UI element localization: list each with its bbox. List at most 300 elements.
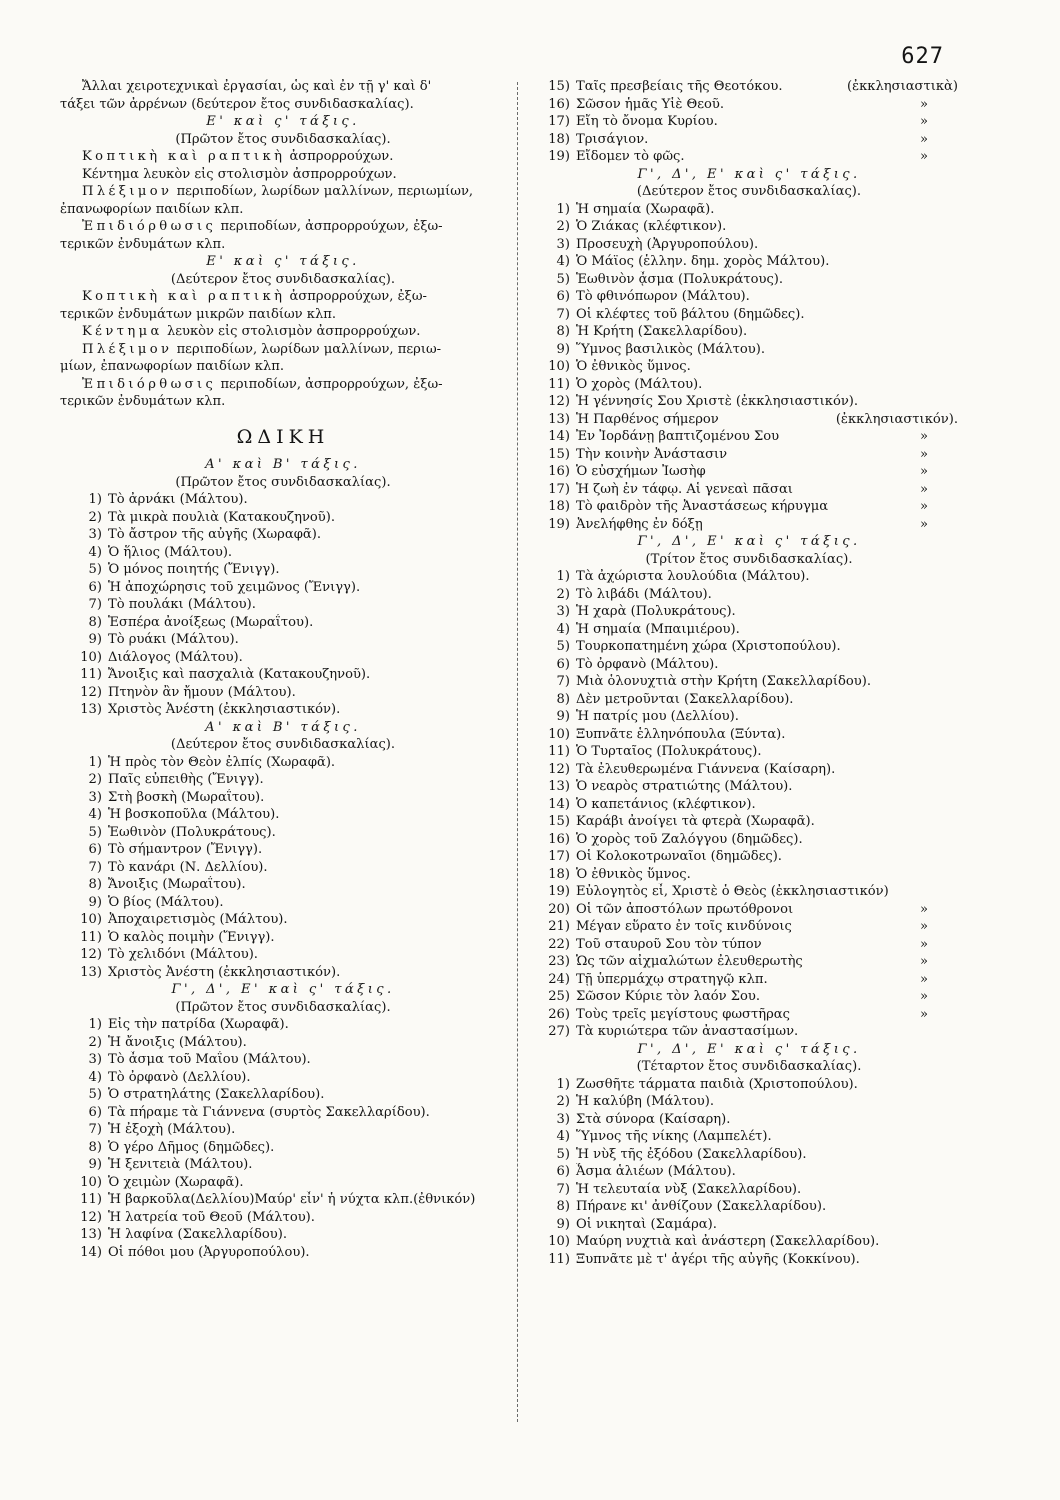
item-category: »: [919, 149, 928, 164]
item-number: 27): [548, 1024, 570, 1039]
item-title: Ξυπνᾶτε ἑλληνόπουλα (Ξύντα).: [576, 726, 786, 742]
list-item: [60, 1069, 506, 1087]
intro-line: τάξει τῶν ἀρρένων (δεύτερον ἔτος συνδιδασκαλίας).: [60, 96, 414, 112]
paragraph-text: περιποδίων, λωρίδων μαλλίνων, περιωμίων,: [176, 184, 474, 199]
list-item: [540, 813, 958, 831]
item-number: 13): [80, 964, 102, 980]
item-number: 10): [80, 649, 102, 665]
item-number: 14): [548, 429, 570, 444]
list-item: [540, 796, 958, 814]
list-item: [60, 894, 506, 912]
item-title: Τὰ πήραμε τὰ Γιάννενα (συρτὸς Σακελλαρίδου).: [108, 1104, 430, 1120]
keyword: Ἐπιδιόρθωσις: [82, 376, 217, 392]
item-number: 4): [88, 544, 102, 560]
item-number: 2): [88, 772, 102, 787]
item-title: Ὁ μόνος ποιητής (Ἔνιγγ).: [108, 562, 280, 577]
item-number: 6): [88, 579, 102, 595]
item-number: 7): [556, 306, 570, 322]
list-item: [60, 544, 506, 562]
item-number: 4): [556, 621, 570, 637]
item-number: 7): [556, 674, 570, 689]
item-title: Εὐλογητὸς εἶ, Χριστὲ ὁ Θεὸς (ἐκκλησιαστικόν): [576, 884, 889, 899]
item-number: 12): [80, 1209, 102, 1225]
list-item: [540, 393, 958, 411]
item-number: 9): [88, 894, 102, 910]
item-title: Ὡς τῶν αἰχμαλώτων ἐλευθερωτὴς: [576, 954, 803, 969]
class-heading: Γ', Δ', Ε' καὶ ς' τάξις.: [637, 166, 861, 182]
item-title: Ἡ χαρὰ (Πολυκράτους).: [576, 604, 736, 619]
list-item: [540, 376, 958, 394]
item-category: »: [919, 954, 928, 969]
item-number: 11): [80, 929, 102, 945]
list-item: [60, 789, 506, 807]
item-number: 6): [556, 656, 570, 672]
item-number: 26): [548, 1006, 570, 1022]
item-number: 6): [556, 289, 570, 304]
class-heading: Γ', Δ', Ε' καὶ ς' τάξις.: [637, 1041, 861, 1057]
list-item: [540, 463, 958, 481]
item-number: 1): [556, 1076, 570, 1092]
item-title: Τὸ κανάρι (Ν. Δελλίου).: [108, 859, 268, 875]
song-list: [60, 754, 506, 982]
item-number: 4): [88, 807, 102, 822]
item-title: Ἡ πρὸς τὸν Θεὸν ἐλπίς (Χωραφᾶ).: [108, 754, 336, 770]
item-number: 5): [556, 639, 570, 654]
item-title: Τρισάγιον.: [576, 131, 649, 147]
item-number: 10): [548, 359, 570, 374]
list-item: [540, 358, 958, 376]
item-title: Τὸ πουλάκι (Μάλτου).: [108, 597, 256, 612]
item-title: Ἡ ζωὴ ἐν τάφῳ. Αἱ γενεαὶ πᾶσαι: [576, 481, 793, 497]
list-item: [60, 596, 506, 614]
item-title: Ὕμνος τῆς νίκης (Λαμπελέτ).: [576, 1129, 772, 1144]
item-number: 7): [88, 859, 102, 875]
item-number: 5): [88, 1087, 102, 1102]
list-item: [60, 701, 506, 719]
item-title: Σῶσον ἡμᾶς Υἱὲ Θεοῦ.: [576, 96, 725, 112]
paragraph: [60, 148, 506, 166]
list-item: [540, 953, 958, 971]
list-item: [60, 1244, 506, 1262]
list-item: [540, 201, 958, 219]
list-item: [540, 866, 958, 884]
item-number: 8): [88, 877, 102, 892]
item-title: Ζωσθῆτε τάρματα παιδιὰ (Χριστοπούλου).: [576, 1076, 858, 1092]
item-category: »: [919, 516, 928, 532]
paragraph: Κέντημα λευκὸν εἰς στολισμὸν ἀσπρορρούχων.: [82, 166, 397, 182]
item-title: Τουρκοπατημένη χώρα (Χριστοπούλου).: [576, 639, 841, 654]
list-item: [60, 1051, 506, 1069]
item-title: Ἡ τελευταία νὺξ (Σακελλαρίδου).: [576, 1181, 802, 1197]
list-item: [540, 621, 958, 639]
item-title: Ἆσμα ἁλιέων (Μάλτου).: [576, 1164, 736, 1179]
item-title: Τὸ φθινόπωρον (Μάλτου).: [576, 289, 750, 304]
list-item: [540, 1251, 958, 1269]
paragraph-text: περιποδίων, λωρίδων μαλλίνων, περιω-: [176, 341, 442, 357]
list-item: [540, 481, 958, 499]
item-title: Ὁ γέρο Δῆμος (δημῶδες).: [108, 1139, 275, 1155]
list-item: [540, 1128, 958, 1146]
item-title: Στὴ βοσκὴ (Μωραΐτου).: [108, 789, 265, 805]
item-title: Τῇ ὑπερμάχῳ στρατηγῷ κλπ.: [576, 971, 768, 987]
list-item: [60, 666, 506, 684]
song-list: [540, 568, 958, 1041]
item-number: 3): [556, 236, 570, 252]
item-title: Τὸ ὀρφανὸ (Δελλίου).: [108, 1069, 251, 1085]
class-heading: Α' καὶ Β' τάξις.: [205, 719, 361, 735]
item-title: Ὕμνος βασιλικὸς (Μάλτου).: [576, 341, 766, 357]
item-number: 9): [88, 632, 102, 647]
item-title: Ἐν Ἰορδάνῃ βαπτιζομένου Σου: [576, 429, 780, 444]
paragraph-continuation: τερικῶν ἐνδυμάτων κλπ.: [60, 394, 226, 409]
list-item: [60, 859, 506, 877]
left-column: [60, 78, 506, 1261]
item-category: »: [919, 499, 928, 514]
list-item: [540, 288, 958, 306]
list-item: [540, 1006, 958, 1024]
item-number: 13): [80, 702, 102, 717]
list-item: [540, 1111, 958, 1129]
paragraph: [60, 183, 506, 201]
item-number: 8): [88, 614, 102, 630]
list-item: [60, 1104, 506, 1122]
list-item: [540, 971, 958, 989]
item-number: 15): [548, 79, 570, 94]
item-title: Ὁ στρατηλάτης (Σακελλαρίδου).: [108, 1087, 325, 1102]
item-title: Ἡ βοσκοποῦλα (Μάλτου).: [108, 807, 280, 822]
item-title: Τὰ κυριώτερα τῶν ἀναστασίμων.: [576, 1024, 799, 1039]
item-number: 17): [548, 849, 570, 864]
item-title: Τὸ σήμαντρον (Ἔνιγγ).: [108, 842, 263, 857]
item-title: Τὰ μικρὰ πουλιὰ (Κατακουζηνοῦ).: [108, 509, 336, 525]
item-title: Ὁ Τυρταῖος (Πολυκράτους).: [576, 744, 762, 759]
list-item: [540, 516, 958, 534]
list-item: [540, 586, 958, 604]
list-item: [540, 341, 958, 359]
item-number: 13): [80, 1227, 102, 1242]
list-item: [60, 579, 506, 597]
item-number: 5): [556, 1146, 570, 1162]
song-list: [60, 1016, 506, 1261]
item-number: 14): [548, 796, 570, 812]
list-item: [540, 568, 958, 586]
item-number: 19): [548, 149, 570, 164]
list-item: [540, 78, 958, 96]
item-title: Τοῦ σταυροῦ Σου τὸν τύπον: [576, 936, 762, 952]
paragraph-text: περιποδίων, ἀσπρορρούχων, ἐξω-: [220, 219, 443, 234]
item-number: 25): [548, 989, 570, 1004]
list-item: [60, 509, 506, 527]
item-category: (ἐκκλησιαστικὰ): [846, 79, 958, 94]
item-number: 15): [548, 446, 570, 462]
list-item: [540, 1093, 958, 1111]
item-title: Ἡ βαρκοῦλα(Δελλίου)Μαύρ' εἶν' ἡ νύχτα κλπ.(ἐθνικόν): [108, 1192, 476, 1207]
list-item: [540, 638, 958, 656]
item-title: Ἡ καλύβη (Μάλτου).: [576, 1094, 715, 1109]
item-title: Ἑωθινὸν (Πολυκράτους).: [108, 824, 276, 840]
item-title: Πτηνὸν ἂν ἤμουν (Μάλτου).: [108, 684, 296, 700]
item-number: 1): [88, 754, 102, 770]
list-item: [60, 649, 506, 667]
item-title: Οἱ κλέφτες τοῦ βάλτου (δημῶδες).: [576, 306, 805, 322]
item-title: Ἀνελήφθης ἐν δόξῃ: [576, 516, 703, 532]
list-item: [60, 876, 506, 894]
item-title: Τοὺς τρεῖς μεγίστους φωστῆρας: [576, 1006, 790, 1022]
list-item: [60, 841, 506, 859]
item-number: 2): [88, 509, 102, 525]
item-category: »: [919, 1006, 928, 1022]
item-category: »: [919, 114, 928, 129]
item-title: Ἡ ξενιτειὰ (Μάλτου).: [108, 1157, 253, 1172]
paragraph-continuation: ἐπανωφορίων παιδίων κλπ.: [60, 201, 244, 217]
page-number: 627: [901, 44, 944, 69]
item-title: Πήρανε κι' ἀνθίζουν (Σακελλαρίδου).: [576, 1199, 827, 1214]
list-item: [60, 1156, 506, 1174]
year-subheading: (Πρῶτον ἔτος συνδιδασκαλίας).: [175, 131, 391, 147]
item-category: »: [919, 464, 928, 479]
item-title: Ἡ γέννησίς Σου Χριστὲ (ἐκκλησιαστικόν).: [576, 394, 859, 409]
item-title: Ἑσπέρα ἀνοίξεως (Μωραΐτου).: [108, 614, 314, 630]
item-number: 4): [556, 254, 570, 269]
item-title: Χριστὸς Ἀνέστη (ἐκκλησιαστικόν).: [108, 964, 341, 980]
list-item: [60, 491, 506, 509]
item-title: Τὴν κοινὴν Ἀνάστασιν: [576, 446, 728, 462]
year-subheading: (Πρῶτον ἔτος συνδιδασκαλίας).: [175, 999, 391, 1015]
list-item: [540, 848, 958, 866]
list-item: [540, 1216, 958, 1234]
item-number: 3): [88, 1052, 102, 1067]
item-number: 18): [548, 499, 570, 514]
list-item: [540, 428, 958, 446]
item-number: 12): [548, 394, 570, 409]
list-item: [60, 1191, 506, 1209]
item-title: Προσευχὴ (Ἀργυροπούλου).: [576, 236, 759, 252]
item-title: Τὸ ρυάκι (Μάλτου).: [108, 632, 239, 647]
paragraph-text: λευκὸν εἰς στολισμὸν ἀσπρορρούχων.: [166, 324, 421, 339]
item-category: »: [919, 481, 928, 497]
list-item: [60, 1139, 506, 1157]
item-number: 10): [80, 912, 102, 927]
item-number: 8): [88, 1139, 102, 1155]
item-number: 9): [88, 1157, 102, 1172]
item-title: Ὁ εὐσχήμων Ἰωσὴφ: [576, 464, 706, 479]
item-title: Ὁ χειμὼν (Χωραφᾶ).: [108, 1174, 244, 1190]
list-item: [540, 656, 958, 674]
item-title: Ὁ βίος (Μάλτου).: [108, 894, 224, 910]
list-item: [60, 806, 506, 824]
list-item: [540, 1076, 958, 1094]
keyword: Ἐπιδιόρθωσις: [82, 219, 217, 234]
list-item: [540, 603, 958, 621]
item-number: 12): [548, 761, 570, 777]
column-divider: [517, 82, 518, 1422]
item-number: 13): [548, 779, 570, 794]
keyword: Πλέξιμον: [82, 341, 173, 357]
list-item: [540, 1181, 958, 1199]
item-title: Ὁ καλὸς ποιμὴν (Ἔνιγγ).: [108, 929, 275, 945]
paragraph: [60, 341, 506, 359]
song-list: [540, 201, 958, 534]
item-number: 11): [80, 667, 102, 682]
item-title: Ἡ ἀποχώρησις τοῦ χειμῶνος (Ἔνιγγ).: [108, 579, 361, 595]
item-category: »: [919, 131, 928, 147]
list-item: [540, 1146, 958, 1164]
item-title: Ὁ Ζιάκας (κλέφτικον).: [576, 219, 727, 234]
paragraph-continuation: τερικῶν ἐνδυμάτων κλπ.: [60, 236, 226, 252]
item-number: 2): [556, 219, 570, 234]
list-item: [60, 1174, 506, 1192]
year-subheading: (Πρῶτον ἔτος συνδιδασκαλίας).: [175, 474, 391, 490]
list-item: [540, 1198, 958, 1216]
list-item: [540, 726, 958, 744]
item-number: 20): [548, 901, 570, 917]
list-item: [540, 446, 958, 464]
right-column: [540, 78, 958, 1268]
item-number: 7): [88, 597, 102, 612]
list-item: [60, 754, 506, 772]
item-number: 3): [88, 789, 102, 805]
list-item: [540, 1023, 958, 1041]
item-number: 19): [548, 516, 570, 532]
item-title: Ἡ λατρεία τοῦ Θεοῦ (Μάλτου).: [108, 1209, 315, 1225]
year-subheading: (Τέταρτον ἔτος συνδιδασκαλίας).: [636, 1059, 862, 1074]
intro-line: Ἄλλαι χειροτεχνικαὶ ἐργασίαι, ὡς καὶ ἐν τῇ γ' καὶ δ': [82, 79, 432, 94]
list-item: [540, 131, 958, 149]
item-title: Ὁ νεαρὸς στρατιώτης (Μάλτου).: [576, 779, 793, 794]
item-title: Ἡ νὺξ τῆς ἐξόδου (Σακελλαρίδου).: [576, 1146, 807, 1162]
list-item: [540, 1163, 958, 1181]
list-item: [60, 1016, 506, 1034]
item-number: 18): [548, 866, 570, 882]
item-number: 24): [548, 971, 570, 987]
item-number: 5): [88, 824, 102, 840]
item-title: Ταῖς πρεσβείαις τῆς Θεοτόκου.: [576, 79, 783, 94]
item-title: Ὁ ἐθνικὸς ὕμνος.: [576, 359, 691, 374]
item-number: 13): [548, 411, 570, 427]
class-heading: Γ', Δ', Ε' καὶ ς' τάξις.: [171, 982, 395, 997]
year-subheading: (Τρίτον ἔτος συνδιδασκαλίας).: [645, 551, 853, 567]
list-item: [540, 761, 958, 779]
item-title: Ἡ σημαία (Μπαιμιέρου).: [576, 621, 740, 637]
item-number: 14): [80, 1244, 102, 1260]
item-title: Εἴδομεν τὸ φῶς.: [576, 149, 685, 164]
list-item: [60, 1209, 506, 1227]
item-number: 15): [548, 814, 570, 829]
item-title: Οἱ τῶν ἀποστόλων πρωτόθρονοι: [576, 901, 794, 917]
item-number: 2): [556, 1094, 570, 1109]
item-category: »: [919, 446, 928, 462]
item-number: 5): [88, 562, 102, 577]
item-number: 21): [548, 919, 570, 934]
item-title: Ἡ ἐξοχὴ (Μάλτου).: [108, 1122, 236, 1137]
item-title: Μαύρη νυχτιὰ καὶ ἀνάστερη (Σακελλαρίδου).: [576, 1234, 880, 1249]
list-item: [540, 218, 958, 236]
class-heading: Ε' καὶ ς' τάξις.: [206, 254, 360, 269]
item-number: 12): [80, 684, 102, 700]
paragraph-continuation: τερικῶν ἐνδυμάτων μικρῶν παιδίων κλπ.: [60, 306, 337, 322]
list-item: [540, 673, 958, 691]
list-item: [60, 911, 506, 929]
list-item: [60, 631, 506, 649]
item-number: 6): [88, 842, 102, 857]
item-number: 10): [548, 1234, 570, 1249]
item-number: 12): [80, 947, 102, 962]
list-item: [540, 883, 958, 901]
list-item: [540, 253, 958, 271]
list-item: [540, 778, 958, 796]
item-number: 1): [88, 492, 102, 507]
item-number: 5): [556, 271, 570, 287]
item-title: Ὁ ἐθνικὸς ὕμνος.: [576, 866, 691, 882]
item-category: (ἐκκλησιαστικόν).: [835, 411, 958, 427]
item-title: Μέγαν εὕρατο ἐν τοῖς κινδύνοις: [576, 919, 792, 934]
list-item: [540, 113, 958, 131]
item-category: »: [919, 936, 928, 952]
item-title: Τὸ χελιδόνι (Μάλτου).: [108, 947, 258, 962]
item-title: Τὸ ἀρνάκι (Μάλτου).: [108, 492, 248, 507]
item-number: 11): [80, 1192, 102, 1207]
song-list: [60, 491, 506, 719]
item-number: 9): [556, 709, 570, 724]
item-number: 8): [556, 691, 570, 707]
item-title: Ἡ πατρίς μου (Δελλίου).: [576, 709, 739, 724]
item-title: Δὲν μετροῦνται (Σακελλαρίδου).: [576, 691, 794, 707]
list-item: [60, 1226, 506, 1244]
item-number: 10): [548, 726, 570, 742]
item-title: Ἀποχαιρετισμὸς (Μάλτου).: [108, 912, 288, 927]
item-title: Ὁ καπετάνιος (κλέφτικον).: [576, 796, 756, 812]
list-item: [540, 936, 958, 954]
list-item: [540, 411, 958, 429]
list-item: [60, 929, 506, 947]
item-title: Ὁ χορὸς τοῦ Ζαλόγγου (δημῶδες).: [576, 831, 803, 847]
paragraph-text: ἀσπρορρούχων, ἐξω-: [289, 289, 427, 304]
item-title: Τὸ ἆσμα τοῦ Μαΐου (Μάλτου).: [108, 1052, 311, 1067]
item-title: Οἱ πόθοι μου (Ἀργυροπούλου).: [108, 1244, 310, 1260]
item-title: Ἄνοιξις (Μωραΐτου).: [108, 877, 246, 892]
item-title: Τὸ φαιδρὸν τῆς Ἀναστάσεως κήρυγμα: [576, 499, 829, 514]
item-number: 4): [88, 1069, 102, 1085]
list-item: [60, 946, 506, 964]
list-item: [540, 498, 958, 516]
item-number: 11): [548, 744, 570, 759]
paragraph-text: ἀσπρορρούχων.: [289, 149, 394, 164]
list-item: [60, 526, 506, 544]
item-title: Τὸ ἄστρον τῆς αὐγῆς (Χωραφᾶ).: [108, 527, 321, 542]
item-number: 11): [548, 1251, 570, 1267]
item-title: Ὁ χορὸς (Μάλτου).: [576, 376, 703, 392]
item-category: »: [919, 919, 928, 934]
keyword: Πλέξιμον: [82, 184, 173, 199]
item-number: 1): [556, 201, 570, 217]
list-item: [60, 771, 506, 789]
keyword: Κέντημα: [82, 324, 163, 339]
item-number: 1): [556, 569, 570, 584]
item-title: Ἑωθινὸν ᾆσμα (Πολυκράτους).: [576, 271, 784, 287]
item-category: »: [919, 96, 928, 112]
item-category: »: [919, 901, 928, 917]
item-title: Καράβι ἀνοίγει τὰ φτερὰ (Χωραφᾶ).: [576, 814, 815, 829]
paragraph: [60, 288, 506, 306]
item-number: 9): [556, 1216, 570, 1232]
list-item: [540, 691, 958, 709]
item-title: Οἱ νικηταὶ (Σαμάρα).: [576, 1216, 717, 1232]
list-item: [540, 743, 958, 761]
year-subheading: (Δεύτερον ἔτος συνδιδασκαλίας).: [170, 271, 396, 287]
item-number: 23): [548, 954, 570, 969]
year-subheading: (Δεύτερον ἔτος συνδιδασκαλίας).: [636, 184, 862, 199]
item-number: 3): [556, 1111, 570, 1127]
